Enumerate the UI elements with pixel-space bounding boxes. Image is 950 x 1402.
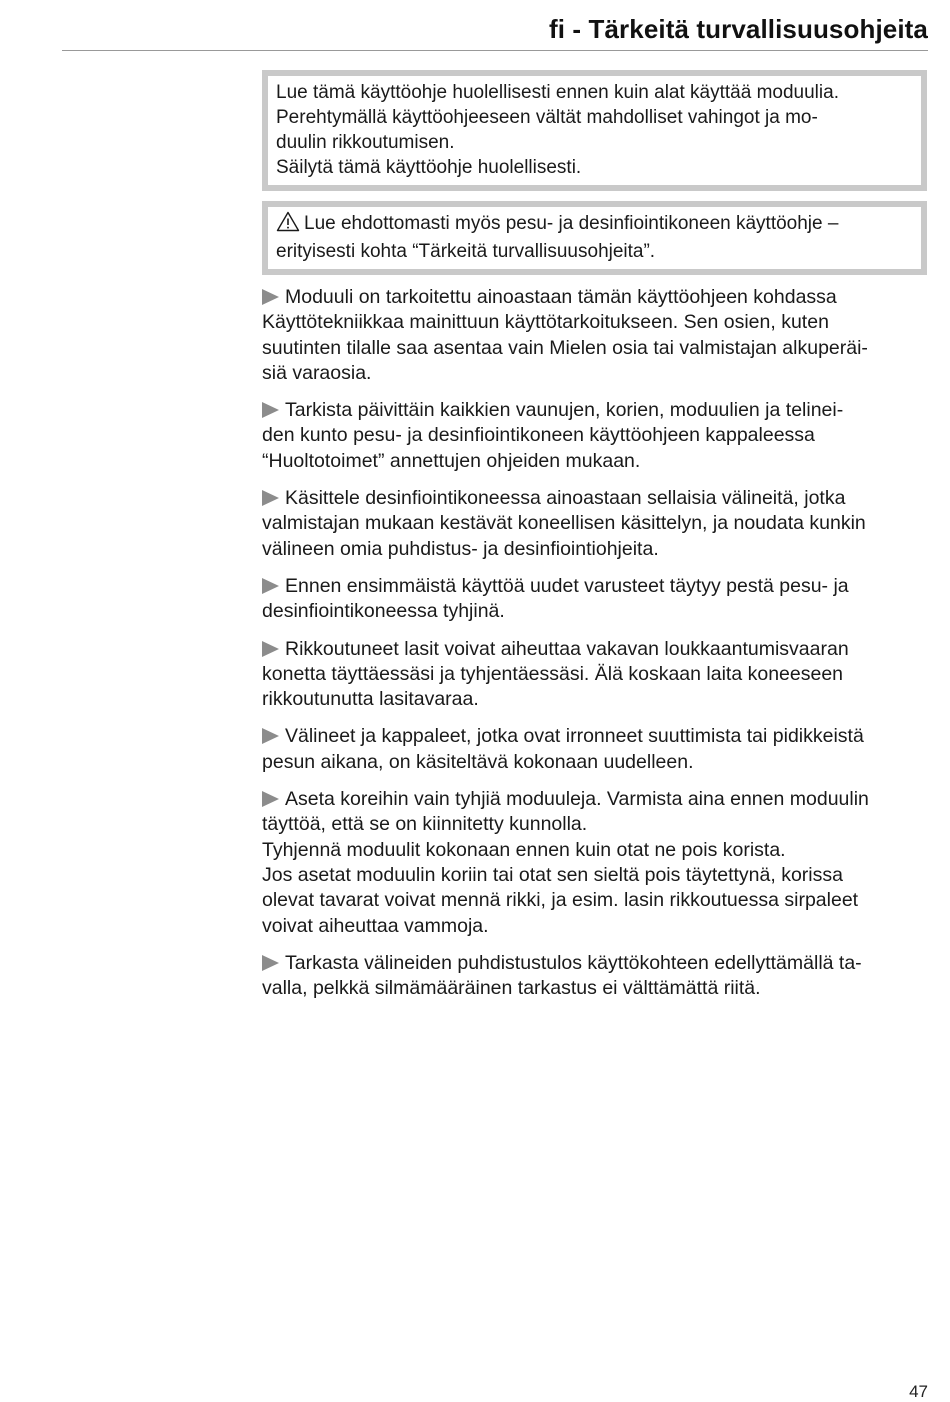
instruction-line xyxy=(262,812,927,837)
notice-box xyxy=(262,70,927,191)
notice-line: Lue tämä käyttöohje huolellisesti ennen kuin alat käyttää moduulia. xyxy=(276,82,839,103)
instruction-text: rikkoutunutta lasitavaraa. xyxy=(262,688,479,711)
instruction-text: “Huoltotoimet” annettujen ohjeiden mukaan. xyxy=(262,449,641,472)
bullet-arrow-icon xyxy=(262,791,279,807)
instruction-text: Välineet ja kappaleet, jotka ovat irronneet suuttimista tai pidikkeistä xyxy=(285,725,864,748)
warning-line: erityisesti kohta “Tärkeitä turvallisuusohjeita”. xyxy=(276,241,656,262)
instruction-line xyxy=(262,976,927,1001)
instruction-text: Tarkasta välineiden puhdistustulos käyttökohteen edellyttämällä ta- xyxy=(285,951,862,974)
instruction-line xyxy=(262,336,927,361)
instruction-text: den kunto pesu- ja desinfiointikoneen käyttöohjeen kappaleessa xyxy=(262,424,815,447)
instruction-text: siä varaosia. xyxy=(262,361,372,384)
instruction-line xyxy=(262,838,927,863)
notice-line: Säilytä tämä käyttöohje huolellisesti. xyxy=(276,157,582,178)
page-title: fi - Tärkeitä turvallisuusohjeita xyxy=(549,14,928,44)
instruction-text: Käsittele desinfiointikoneessa ainoastaan sellaisia välineitä, jotka xyxy=(285,487,846,510)
instruction-text: pesun aikana, on käsiteltävä kokonaan uudelleen. xyxy=(262,750,694,773)
main-content xyxy=(262,70,927,1013)
header-divider xyxy=(62,50,928,51)
instruction-line xyxy=(262,285,927,310)
instruction-text: Aseta koreihin vain tyhjiä moduuleja. Varmista aina ennen moduulin xyxy=(285,788,869,811)
warning-box xyxy=(262,201,927,275)
instruction-text: Käyttötekniikkaa mainittuun käyttötarkoitukseen. Sen osien, kuten xyxy=(262,311,829,334)
bullet-arrow-icon xyxy=(262,728,279,744)
instruction-line xyxy=(262,310,927,335)
instruction-line xyxy=(262,951,927,976)
instruction-line xyxy=(262,599,927,624)
warning-text: Lue ehdottomasti myös pesu- ja desinfiointikoneen käyttöohje – xyxy=(304,213,839,234)
instruction-line xyxy=(262,511,927,536)
instruction-item xyxy=(262,398,927,474)
instruction-item xyxy=(262,637,927,713)
instruction-text: Tyhjennä moduulit kokonaan ennen kuin otat ne pois korista. xyxy=(262,838,786,861)
instruction-line xyxy=(262,486,927,511)
instruction-item xyxy=(262,787,927,939)
instruction-line xyxy=(262,423,927,448)
instruction-line xyxy=(262,787,927,812)
instruction-text: valla, pelkkä silmämääräinen tarkastus ei välttämättä riitä. xyxy=(262,977,761,1000)
instruction-line xyxy=(262,687,927,712)
page-number: 47 xyxy=(909,1382,928,1401)
notice-line: Perehtymällä käyttöohjeeseen vältät mahdolliset vahingot ja mo- xyxy=(276,107,818,128)
instruction-text: valmistajan mukaan kestävät koneellisen käsittelyn, ja noudata kunkin xyxy=(262,512,866,535)
instruction-text: Tarkista päivittäin kaikkien vaunujen, korien, moduulien ja telinei- xyxy=(285,399,844,422)
instruction-line xyxy=(262,914,927,939)
instruction-item xyxy=(262,285,927,386)
instruction-text: desinfiointikoneessa tyhjinä. xyxy=(262,600,505,623)
instruction-line xyxy=(262,398,927,423)
instruction-line xyxy=(262,637,927,662)
instruction-line xyxy=(262,574,927,599)
warning-triangle-icon xyxy=(276,211,300,239)
instruction-item xyxy=(262,724,927,775)
instruction-line xyxy=(262,449,927,474)
bullet-arrow-icon xyxy=(262,955,279,971)
instruction-text: täyttöä, että se on kiinnitetty kunnolla. xyxy=(262,813,588,836)
instruction-item xyxy=(262,951,927,1002)
instruction-text: Moduuli on tarkoitettu ainoastaan tämän käyttöohjeen kohdassa xyxy=(285,286,837,308)
instruction-item xyxy=(262,574,927,625)
instruction-line xyxy=(262,724,927,749)
instruction-line xyxy=(262,888,927,913)
instruction-text: suutinten tilalle saa asentaa vain Mielen osia tai valmistajan alkuperäi- xyxy=(262,336,868,359)
instruction-text: Ennen ensimmäistä käyttöä uudet varusteet täytyy pestä pesu- ja xyxy=(285,574,849,597)
instruction-line xyxy=(262,863,927,888)
bullet-arrow-icon xyxy=(262,578,279,594)
instruction-text: Rikkoutuneet lasit voivat aiheuttaa vakavan loukkaantumisvaaran xyxy=(285,637,849,660)
warning-line xyxy=(276,211,913,239)
instruction-line xyxy=(262,750,927,775)
notice-line: duulin rikkoutumisen. xyxy=(276,132,455,153)
instruction-text: voivat aiheuttaa vammoja. xyxy=(262,914,489,937)
instruction-line xyxy=(262,361,927,386)
instruction-line xyxy=(262,537,927,562)
bullet-arrow-icon xyxy=(262,289,279,305)
bullet-arrow-icon xyxy=(262,402,279,418)
instruction-text: Jos asetat moduulin koriin tai otat sen sieltä pois täytettynä, korissa xyxy=(262,863,843,886)
instruction-text: konetta täyttäessäsi ja tyhjentäessäsi. Älä koskaan laita koneeseen xyxy=(262,662,844,685)
instruction-item xyxy=(262,486,927,562)
instruction-text: välineen omia puhdistus- ja desinfiointiohjeita. xyxy=(262,537,659,560)
bullet-arrow-icon xyxy=(262,641,279,657)
bullet-arrow-icon xyxy=(262,490,279,506)
instruction-text: olevat tavarat voivat mennä rikki, ja esim. lasin rikkoutuessa sirpaleet xyxy=(262,889,859,912)
instruction-line xyxy=(262,662,927,687)
safety-instructions-list xyxy=(262,285,927,1001)
